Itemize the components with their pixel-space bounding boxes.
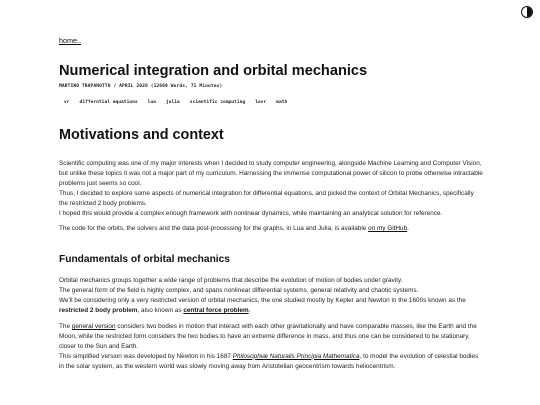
paragraph-text: . [407, 225, 409, 233]
tag-list [59, 99, 483, 107]
general-version-link[interactable]: general version [71, 322, 116, 330]
paragraph-text: , to model the evolution of celestial bodies in the solar system, as the western world was slowly moving away from Aristotelian geocentrism towards heliocentrism. [59, 352, 479, 370]
central-force-problem-link[interactable]: central force problem [183, 307, 249, 315]
principia-link[interactable] [233, 353, 360, 360]
principia-title: Philosophiæ Naturalis Principia Mathematica [232, 352, 360, 360]
section-heading-fundamentals: Fundamentals of orbital mechanics [59, 254, 230, 266]
section-heading-motivations: Motivations and context [59, 127, 224, 143]
tag-vr[interactable]: vr [64, 100, 70, 105]
paragraph-text: The [59, 322, 72, 330]
tag-differential-equations[interactable]: differntial equations [79, 100, 138, 105]
paragraph [59, 296, 483, 316]
theme-toggle-button[interactable] [521, 6, 533, 18]
tag-math[interactable]: math [276, 100, 288, 105]
article-page [59, 30, 483, 372]
home-link[interactable]: home.. [59, 36, 81, 45]
tag-lua[interactable]: lua [147, 100, 156, 105]
half-moon-icon [527, 7, 532, 17]
tag-julia[interactable]: julia [165, 100, 180, 105]
tag-scientific-computing[interactable]: scientific computing [189, 100, 246, 105]
bold-text: restricted 2 body problem [59, 307, 138, 315]
paragraph: The general form of the field is highly complex, and spans nonlinear differential systems, general relativity and chaotic systems. [59, 287, 419, 295]
paragraph [59, 352, 483, 372]
paragraph [59, 322, 483, 352]
article-meta: MARTINO TRAPANOTTO / APRIL 2026 (12669 Words, 71 Minutes) [59, 84, 223, 89]
paragraph-text: We'll be considering only a very restricted version of orbital mechanics, the one studied mostly by Kepler and Newton in the 1600s known as the [59, 297, 466, 305]
github-link[interactable]: on my GitHub [368, 225, 408, 233]
tag-lovr[interactable]: lovr [255, 100, 267, 105]
paragraph-text: considers two bodies in motion that interact with each other gravitationally and have comparable masses, like the Earth and the Moon, while the restricted form considers the two bodies to have an extreme difference in mass, and thus one can be considered to be stationary, closer to the Sun and Earth. [59, 322, 477, 350]
page-title: Numerical integration and orbital mechanics [59, 63, 368, 79]
paragraph-text: . [248, 307, 251, 315]
paragraph: Orbital mechanics groups together a wide range of problems that describe the evolution of motion of bodies under gravity. [59, 277, 403, 285]
paragraph-code [59, 224, 483, 234]
paragraph: Scientific computing was one of my major interests when I decided to study computer engineering, alongside Machine Learning and Computer Vision, but unlike these topics it was not a major part of my curriculum. Harnessing the immense computational power of silicon to probe otherwise intractable problems just seems so cool. [59, 160, 483, 187]
paragraph-text: This simplified version was developed by Newton in his 1687 [59, 352, 233, 360]
paragraph-text: The code for the orbits, the solvers and the data post-processing for the graphs, in Lua and Julia, is available [59, 225, 369, 233]
paragraph: Thus, I decided to explore some aspects of numerical integration for differential equations, and picked the context of Orbital Mechanics, specifically the restricted 2 body problems. [59, 189, 474, 207]
paragraph: I hoped this would provide a complex enough framework with nonlinear dynamics, while maintaining an analytical solution for reference. [59, 209, 443, 217]
paragraph-text: , also known as [137, 307, 184, 315]
